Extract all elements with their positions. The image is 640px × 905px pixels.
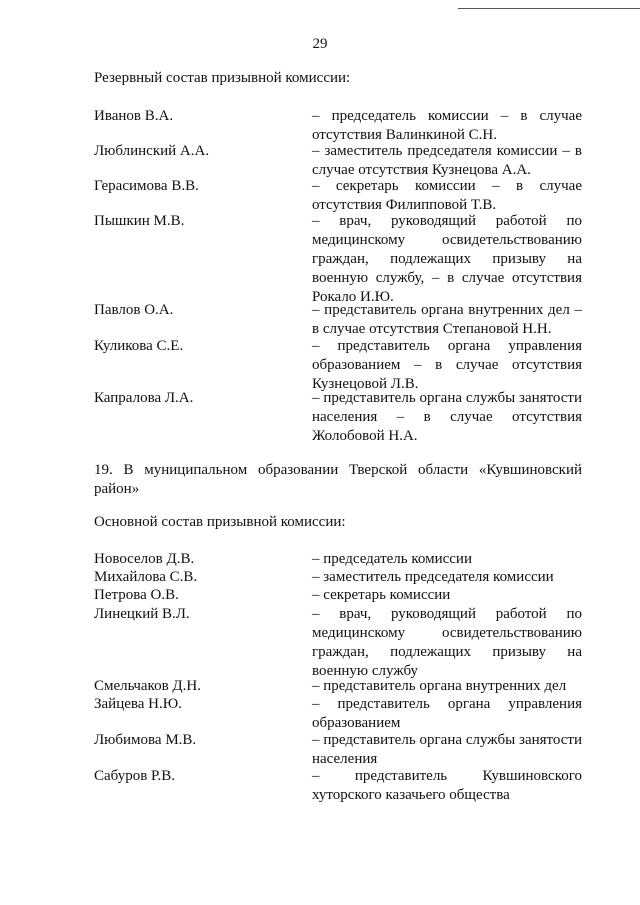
- member-role: – представитель Кувшиновского хуторского казачьего общества: [312, 768, 582, 803]
- member-role: – заместитель председателя комиссии – в случае отсутствия Кузнецова А.А.: [312, 143, 582, 178]
- member-role: – представитель органа службы занятости населения – в случае отсутствия Жолобовой Н.А.: [312, 390, 582, 444]
- main-heading: Основной состав призывной комиссии:: [94, 514, 346, 530]
- member-name: Иванов В.А.: [94, 108, 174, 124]
- member-name: Зайцева Н.Ю.: [94, 696, 182, 712]
- member-role: – представитель органа управления образованием – в случае отсутствия Кузнецовой Л.В.: [312, 338, 582, 392]
- member-role: – врач, руководящий работой по медицинскому освидетельствованию граждан, подлежащих призыву на военную службу, – в случае отсутствия Рокало И.Ю.: [312, 213, 582, 305]
- member-role: – представитель органа внутренних дел: [312, 678, 567, 694]
- top-rule: [458, 8, 640, 9]
- member-name: Куликова С.Е.: [94, 338, 184, 354]
- member-name: Герасимова В.В.: [94, 178, 199, 194]
- member-name: Павлов О.А.: [94, 302, 174, 318]
- member-name: Капралова Л.А.: [94, 390, 194, 406]
- member-name: Петрова О.В.: [94, 587, 179, 603]
- member-role: – председатель комиссии: [312, 551, 472, 567]
- member-role: – представитель органа внутренних дел – в случае отсутствия Степановой Н.Н.: [312, 302, 582, 337]
- member-name: Новоселов Д.В.: [94, 551, 195, 567]
- member-name: Линецкий В.Л.: [94, 606, 190, 622]
- member-name: Сабуров Р.В.: [94, 768, 176, 784]
- member-name: Михайлова С.В.: [94, 569, 198, 585]
- page-number: 29: [312, 36, 328, 52]
- member-name: Смельчаков Д.Н.: [94, 678, 201, 694]
- member-role: – представитель органа управления образованием: [312, 696, 582, 731]
- member-name: Любимова М.В.: [94, 732, 197, 748]
- reserve-heading: Резервный состав призывной комиссии:: [94, 70, 351, 86]
- member-role: – председатель комиссии – в случае отсутствия Валинкиной С.Н.: [312, 108, 582, 143]
- member-role: – секретарь комиссии – в случае отсутствия Филипповой Т.В.: [312, 178, 582, 213]
- member-name: Люблинский А.А.: [94, 143, 210, 159]
- member-role: – представитель органа службы занятости населения: [312, 732, 582, 767]
- member-role: – секретарь комиссии: [312, 587, 451, 603]
- member-role: – заместитель председателя комиссии: [312, 569, 554, 585]
- member-role: – врач, руководящий работой по медицинскому освидетельствованию граждан, подлежащих призыву на военную службу: [312, 606, 582, 679]
- member-name: Пышкин М.В.: [94, 213, 185, 229]
- section-19-paragraph: 19. В муниципальном образовании Тверской области «Кувшиновский район»: [94, 462, 582, 497]
